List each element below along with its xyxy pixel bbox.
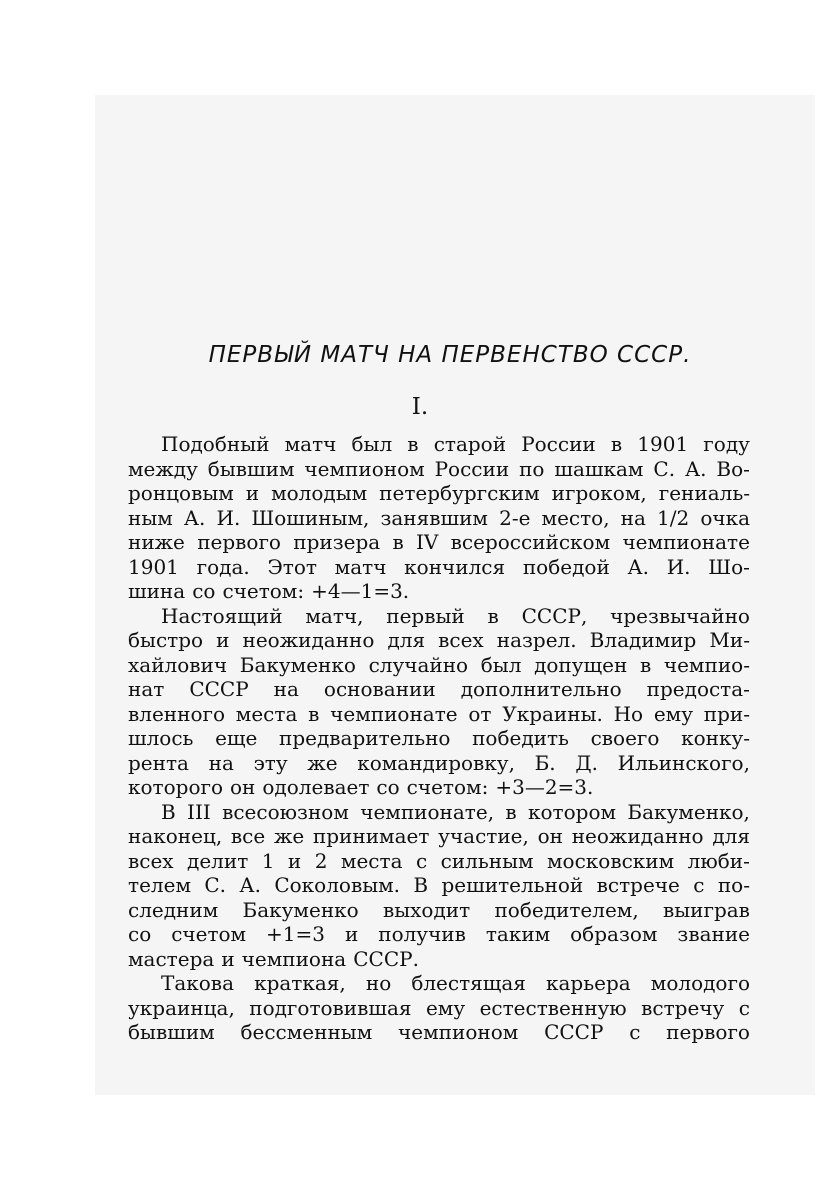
word: и <box>287 848 302 873</box>
word: чемпионом <box>398 1020 519 1044</box>
word: еще <box>215 726 258 750</box>
word: наконец, <box>128 824 223 848</box>
paragraph <box>128 800 750 972</box>
word: карьера <box>546 971 631 995</box>
word: шина <box>128 579 186 603</box>
word: России <box>434 456 510 481</box>
word: шлось <box>128 726 194 750</box>
word: всероссийском <box>450 530 611 554</box>
word: году <box>703 432 750 456</box>
word: в <box>505 799 517 824</box>
word: И. <box>666 554 691 579</box>
text-line <box>128 800 750 825</box>
word: чемпио- <box>663 652 750 677</box>
word: В <box>161 799 176 824</box>
word: люби- <box>687 848 750 873</box>
word: чемпионате <box>330 701 458 726</box>
word: Шошиным, <box>251 505 370 530</box>
word: и <box>216 628 230 652</box>
word: телем <box>128 873 191 897</box>
word: с <box>693 873 705 897</box>
word: командировку, <box>357 750 515 775</box>
word: одолевает <box>262 775 370 799</box>
word: +4—1=3. <box>311 579 410 603</box>
word: делит <box>187 848 249 873</box>
word: места <box>340 848 403 873</box>
word: В <box>413 873 429 897</box>
word: он <box>537 824 563 848</box>
word: предварительно <box>278 726 451 750</box>
word: 1/2 <box>657 505 690 530</box>
word: выходит <box>382 897 471 922</box>
word: СССР <box>189 677 249 701</box>
text-line <box>128 947 750 972</box>
word: блестящая <box>411 971 526 995</box>
text-line <box>128 824 750 849</box>
word: со <box>128 922 152 946</box>
word: 2 <box>314 848 328 873</box>
paragraph <box>128 604 750 800</box>
word: все <box>230 824 266 848</box>
word: встречу <box>641 995 725 1020</box>
word: назрел. <box>496 628 577 652</box>
word: в <box>407 432 419 456</box>
text-line <box>128 481 750 506</box>
word: старой <box>433 432 507 456</box>
word: 2-е <box>499 505 531 530</box>
word: следним <box>128 897 219 922</box>
word: со <box>376 775 400 799</box>
text-line <box>128 1020 750 1045</box>
word: котором <box>528 799 617 824</box>
word: но <box>365 971 392 995</box>
word: в <box>639 652 652 677</box>
word: шашкам <box>554 456 644 481</box>
word: которого <box>128 775 224 799</box>
word: Владимир <box>589 628 697 652</box>
word: СССР. <box>353 946 419 971</box>
word: 1901 <box>128 554 179 579</box>
word: чемпионате, <box>360 799 495 824</box>
word: основании <box>323 677 436 701</box>
word: допущен <box>534 652 628 677</box>
word: ным <box>128 505 173 530</box>
word: образом <box>570 922 658 946</box>
word: Д. <box>575 750 598 775</box>
word: года. <box>196 554 250 579</box>
word: счетом: <box>222 579 305 603</box>
word: для <box>387 628 426 652</box>
text-line <box>128 849 750 874</box>
word: получив <box>378 922 466 946</box>
word: занявшим <box>380 505 488 530</box>
word: нат <box>128 677 165 701</box>
word: на <box>208 750 234 775</box>
word: всесоюзном <box>222 799 349 824</box>
word: СССР, <box>521 603 588 628</box>
word: принимает <box>312 824 430 848</box>
word: первого <box>666 1020 750 1044</box>
word: кончился <box>404 554 506 579</box>
text-line <box>128 996 750 1021</box>
word: победой <box>522 554 610 579</box>
word: бывшим <box>128 1020 215 1044</box>
word: с <box>415 848 428 873</box>
word: естественную <box>479 995 627 1020</box>
word: же <box>273 824 305 848</box>
text-line <box>128 922 750 947</box>
word: неожиданно <box>242 628 375 652</box>
section-number: I. <box>411 394 429 420</box>
word: СССР <box>544 1020 604 1044</box>
word: 1901 <box>637 432 689 456</box>
text-line <box>128 432 750 457</box>
page-title: ПЕРВЫЙ МАТЧ НА ПЕРВЕНСТВО СССР. <box>208 342 692 368</box>
word: А. <box>239 873 261 897</box>
word: рента <box>128 750 189 775</box>
word: Но <box>613 701 644 726</box>
word: при- <box>703 701 750 726</box>
word: Во- <box>716 456 750 481</box>
text-line <box>128 579 750 604</box>
word: ему <box>653 701 694 726</box>
text-line <box>128 555 750 580</box>
word: Бакуменко <box>242 897 359 922</box>
word: и <box>245 481 260 505</box>
word: ронцовым <box>128 481 234 505</box>
word: игроком, <box>551 481 647 505</box>
word: Бакуменко <box>239 652 356 677</box>
word: счетом: <box>406 775 489 799</box>
word: с <box>629 1020 641 1044</box>
text-line <box>128 457 750 482</box>
word: участие, <box>438 824 529 848</box>
word: И. <box>216 505 241 530</box>
paragraph <box>128 432 750 604</box>
word: чрезвычайно <box>610 603 750 628</box>
word: по <box>519 456 545 481</box>
word: бессменным <box>240 1020 373 1044</box>
word: первого <box>197 530 281 554</box>
word: всех <box>438 628 484 652</box>
word: случайно <box>368 652 469 677</box>
word: бывшим <box>207 456 295 481</box>
word: украинца, <box>128 995 235 1020</box>
text-line <box>128 653 750 678</box>
word: победителем, <box>494 897 639 922</box>
word: подготовившая <box>249 995 412 1020</box>
word: мастера <box>128 946 215 971</box>
text-line <box>128 530 750 555</box>
word: молодого <box>650 971 750 995</box>
word: призера <box>293 530 381 554</box>
text-line <box>128 751 750 776</box>
word: С. <box>204 873 227 897</box>
word: А. <box>627 554 650 579</box>
word: счетом <box>171 922 247 946</box>
word: дополнительно <box>460 677 622 701</box>
text-line <box>128 873 750 898</box>
text-line <box>128 971 750 996</box>
word: был <box>480 652 522 677</box>
word: московским <box>547 848 675 873</box>
word: победить <box>472 726 569 750</box>
word: решительной <box>441 873 584 897</box>
word: от <box>468 701 492 726</box>
word: Такова <box>161 971 234 995</box>
word: встрече <box>596 873 680 897</box>
word: таким <box>485 922 551 946</box>
word: гениаль- <box>658 481 750 505</box>
word: IV <box>416 530 439 554</box>
word: вленного <box>128 701 226 726</box>
word: Бакуменко, <box>627 799 750 824</box>
word: чемпиона <box>241 946 347 971</box>
word: 1 <box>261 848 275 873</box>
word: А. <box>684 456 707 481</box>
word: чемпионом <box>304 456 425 481</box>
word: предоста- <box>646 677 750 701</box>
word: на <box>620 505 646 530</box>
word: эту <box>253 750 288 775</box>
word: ему <box>425 995 466 1020</box>
word: +1=3 <box>266 922 326 946</box>
word: очка <box>700 505 750 530</box>
word: он <box>230 775 256 799</box>
word: III <box>187 799 211 824</box>
word: своего <box>590 726 660 750</box>
word: Ильинского, <box>617 750 750 775</box>
word: Ми- <box>709 628 750 652</box>
word: матч, <box>305 603 364 628</box>
word: матч <box>284 432 337 456</box>
word: для <box>712 824 750 848</box>
word: с <box>738 995 750 1020</box>
word: со <box>192 579 216 603</box>
word: С. <box>653 456 676 481</box>
word: неожиданно <box>571 824 704 848</box>
word: ниже <box>128 530 185 554</box>
word: в <box>308 701 320 726</box>
word: Настоящий <box>161 603 283 628</box>
word: +3—2=3. <box>495 775 594 799</box>
text-line <box>128 677 750 702</box>
word: на <box>273 677 299 701</box>
word: Этот <box>267 554 317 579</box>
body-text <box>128 432 750 1045</box>
word: молодым <box>271 481 368 505</box>
word: в <box>610 432 623 456</box>
word: петербургским <box>379 481 540 505</box>
text-line <box>128 506 750 531</box>
paragraph <box>128 971 750 1045</box>
word: и <box>344 922 359 946</box>
word: России <box>521 432 596 456</box>
word: матч <box>334 554 387 579</box>
word: хайлович <box>128 652 228 677</box>
word: между <box>128 456 198 481</box>
word: А. <box>183 505 206 530</box>
text-line <box>128 898 750 923</box>
word: по- <box>717 873 750 897</box>
word: Б. <box>534 750 556 775</box>
word: место, <box>541 505 610 530</box>
text-line <box>128 604 750 629</box>
text-line <box>128 702 750 727</box>
word: Соколовым. <box>274 873 401 897</box>
word: быстро <box>128 628 204 652</box>
word: в <box>392 530 404 554</box>
word: же <box>307 750 338 775</box>
word: в <box>487 603 499 628</box>
word: и <box>221 946 235 971</box>
word: всех <box>128 848 174 873</box>
word: выиграв <box>662 897 750 922</box>
word: места <box>235 701 298 726</box>
word: первый <box>386 603 465 628</box>
word: Подобный <box>161 432 270 456</box>
text-line <box>128 628 750 653</box>
text-line <box>128 775 750 800</box>
text-line <box>128 726 750 751</box>
word: чемпионате <box>622 530 750 554</box>
word: сильным <box>440 848 534 873</box>
word: был <box>351 432 393 456</box>
word: Украины. <box>502 701 603 726</box>
word: звание <box>677 922 750 946</box>
word: краткая, <box>254 971 346 995</box>
word: Шо- <box>708 554 750 579</box>
word: конку- <box>681 726 750 750</box>
